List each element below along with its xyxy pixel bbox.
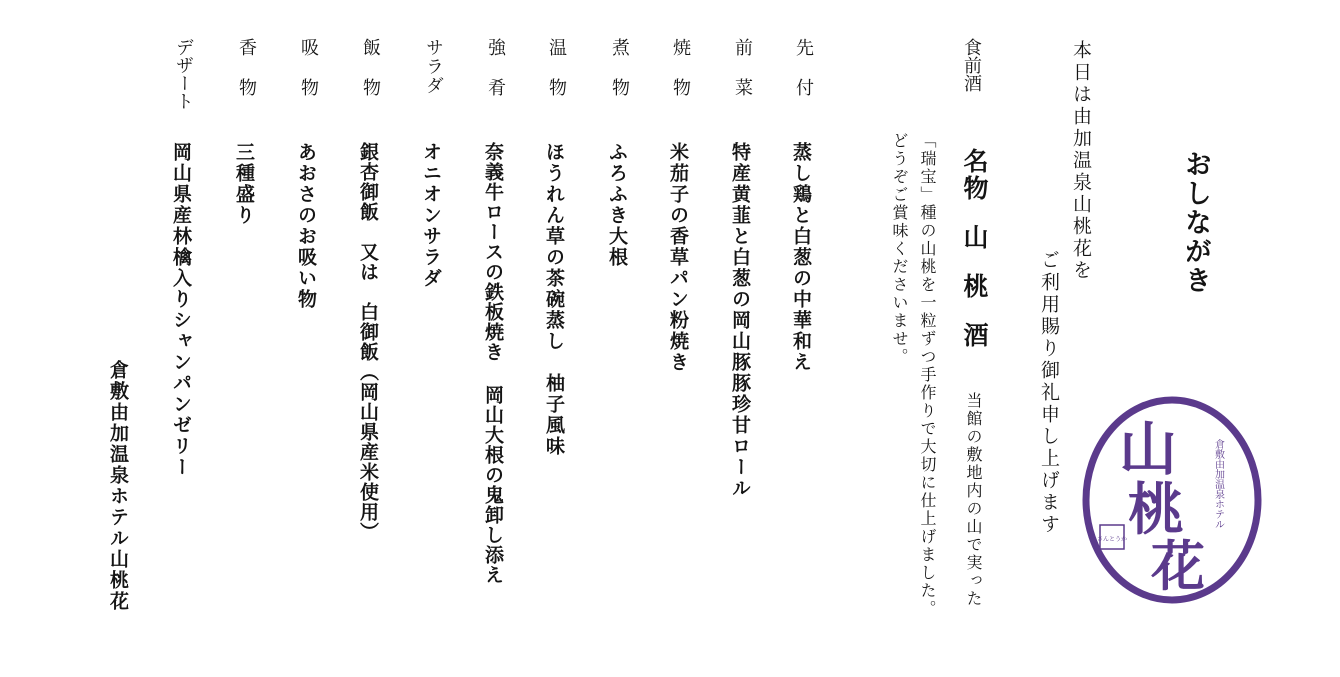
course-label: 前菜 — [732, 38, 753, 118]
intro-line-1: 本日は由加温泉山桃花を — [1070, 40, 1092, 282]
course-dish: 米茄子の香草パン粉焼き — [667, 142, 689, 373]
logo-char-hana: 花 — [1151, 534, 1205, 598]
course-label: デザート — [173, 38, 194, 110]
aperitif-label: 食前酒 — [961, 38, 982, 92]
aperitif-description-3: どうぞご賞味くださいませ。 — [890, 132, 909, 366]
course-dish: 銀杏御飯 又は 白御飯（岡山県産米使用） — [357, 142, 379, 542]
course-dish: ほうれん草の茶碗蒸し 柚子風味 — [543, 142, 565, 457]
course-dish: 奈義牛ロースの鉄板焼き 岡山大根の鬼卸し添え — [482, 142, 504, 585]
course-label: 煮物 — [609, 38, 630, 118]
logo-stamp-text: さんとうか — [1096, 536, 1128, 543]
logo-char-momo: 桃 — [1128, 477, 1184, 543]
aperitif-name-prefix: 名物 — [960, 148, 989, 202]
course-dish: 蒸し鶏と白葱の中華和え — [790, 142, 812, 373]
logo-ring-text: 倉敷由加温泉ホテル — [1212, 439, 1224, 529]
course-dish: 特産黄韮と白葱の岡山豚豚珍甘ロール — [729, 142, 751, 499]
hotel-name: 倉敷由加温泉ホテル山桃花 — [107, 360, 129, 612]
course-label: 焼物 — [670, 38, 691, 118]
aperitif-name-char: 山 — [960, 224, 989, 251]
course-label: 香物 — [236, 38, 257, 118]
hotel-logo-seal — [1080, 395, 1264, 605]
course-label: 吸物 — [298, 38, 319, 118]
course-label: サラダ — [423, 38, 444, 95]
course-dish: ふろふき大根 — [606, 142, 628, 268]
course-label: 温物 — [546, 38, 567, 118]
page-title: おしながき — [1180, 150, 1211, 295]
intro-line-2: ご利用賜り御礼申し上げます — [1038, 250, 1060, 536]
course-label: 先付 — [793, 38, 814, 118]
course-dish: 岡山県産林檎入りシャンパンゼリー — [170, 142, 192, 478]
course-dish: オニオンサラダ — [420, 142, 442, 289]
course-label: 飯物 — [360, 38, 381, 118]
aperitif-description-2: 「瑞宝」種の山桃を一粒ずつ手作りで大切に仕上げました。 — [918, 132, 937, 618]
aperitif-name-char: 桃 — [960, 273, 989, 300]
logo-char-yama: 山 — [1118, 415, 1178, 483]
course-label: 強肴 — [485, 38, 506, 118]
aperitif-name — [956, 148, 992, 349]
course-dish: 三種盛り — [233, 142, 255, 226]
aperitif-description-1: 当館の敷地内の山で実った — [964, 392, 983, 608]
course-dish: あおさのお吸い物 — [295, 142, 317, 310]
aperitif-name-char: 酒 — [960, 322, 989, 349]
